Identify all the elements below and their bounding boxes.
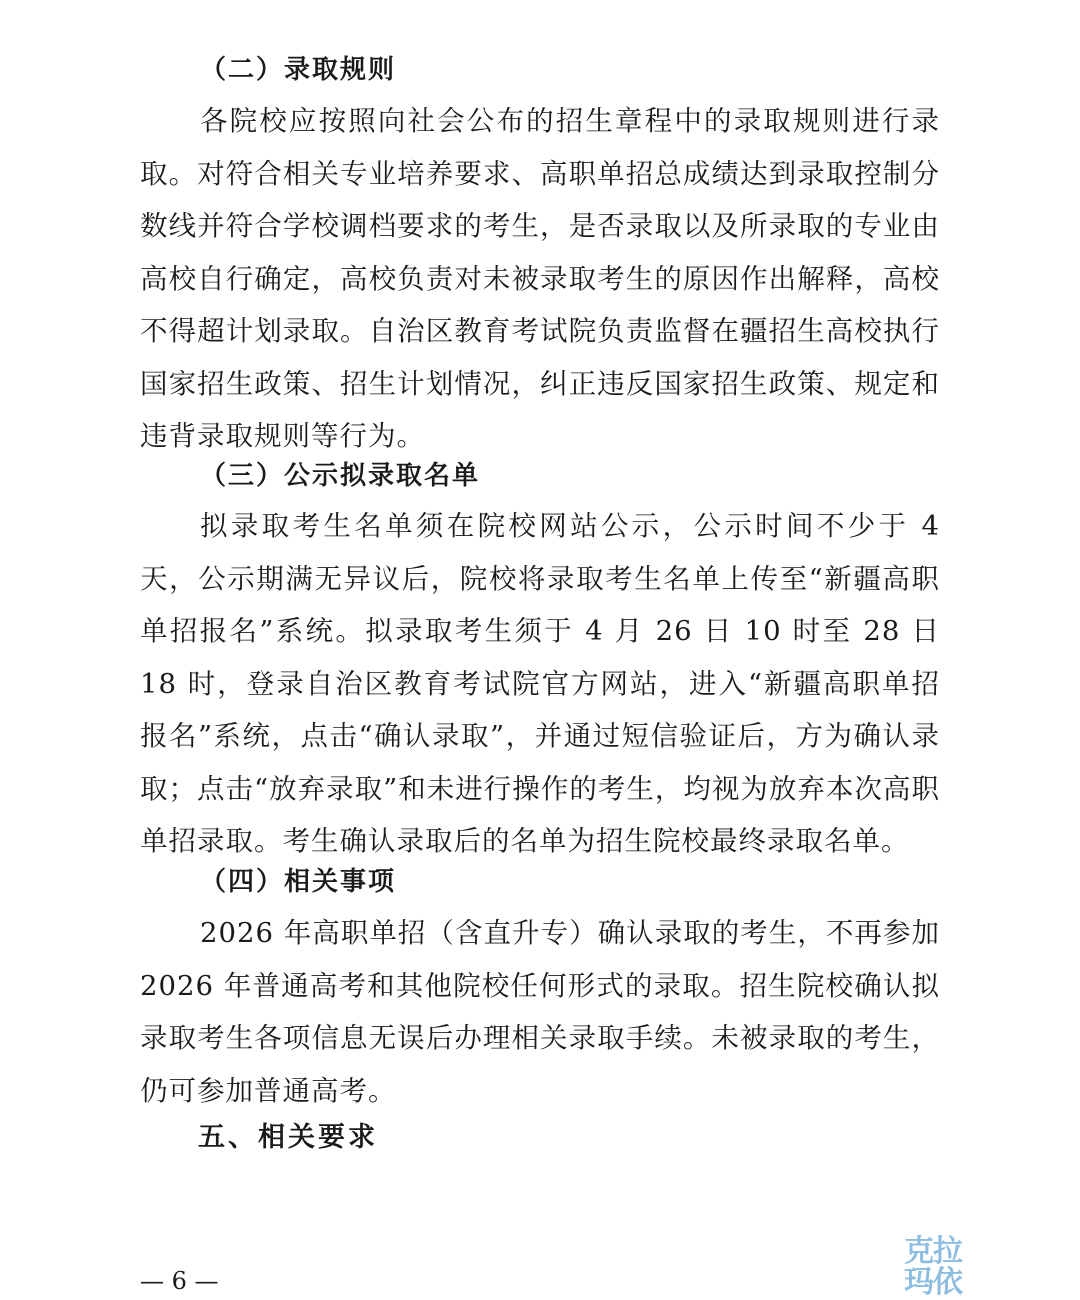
section-heading-related-matters: （四）相关事项 [200, 867, 397, 897]
page-number: — 6 — [140, 1267, 219, 1295]
section-heading-admission-rules: （二）录取规则 [200, 55, 397, 85]
paragraph-public-list: 拟录取考生名单须在院校网站公示，公示时间不少于 4 天，公示期满无异议后，院校将录取考生名单上传至“新疆高职单招报名”系统。拟录取考生须于 4 月 26 日 10 时至 28 日 18 时，登录自治区教育考试院官方网站，进入“新疆高职单招报名”系统，点击“确认录取”，并通过短信验证后，方为确认录取；点击“放弃录取”和未进行操作的考生，均视为放弃本次高职单招录取。考生确认录取后的名单为招生院校最终录取名单。 [140, 510, 940, 857]
section-heading-related-requirements: 五、相关要求 [198, 1122, 378, 1153]
section-heading-public-list: （三）公示拟录取名单 [200, 461, 481, 491]
watermark-logo: 克拉玛依 [904, 1234, 962, 1300]
paragraph-admission-rules: 各院校应按照向社会公布的招生章程中的录取规则进行录取。对符合相关专业培养要求、高职单招总成绩达到录取控制分数线并符合学校调档要求的考生，是否录取以及所录取的专业由高校自行确定，高校负责对未被录取考生的原因作出解释，高校不得超计划录取。自治区教育考试院负责监督在疆招生高校执行国家招生政策、招生计划情况，纠正违反国家招生政策、规定和违背录取规则等行为。 [140, 105, 940, 452]
paragraph-related-matters: 2026 年高职单招（含直升专）确认录取的考生，不再参加 2026 年普通高考和其他院校任何形式的录取。招生院校确认拟录取考生各项信息无误后办理相关录取手续。未被录取的考生，仍可参加普通高考。 [140, 917, 940, 1107]
